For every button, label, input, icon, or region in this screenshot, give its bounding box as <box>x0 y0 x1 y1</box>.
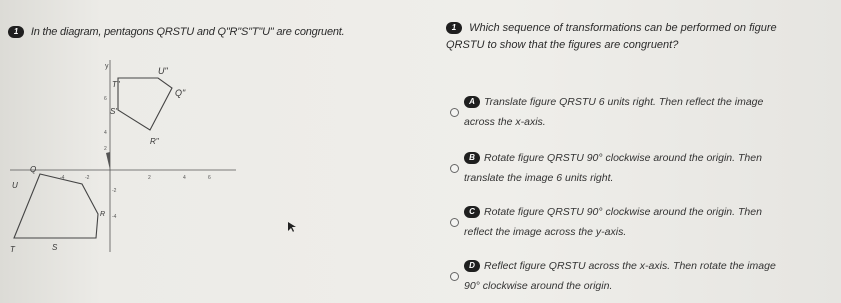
answer-option-b-line2: translate the image 6 units right. <box>464 172 614 184</box>
question-stem-left <box>8 26 418 38</box>
tick-y-neg2: -2 <box>112 188 117 194</box>
answer-option-d-line2: 90° clockwise around the origin. <box>464 280 613 292</box>
radio-button-a[interactable] <box>450 108 459 117</box>
label-R2: R" <box>150 137 159 146</box>
label-R: R <box>100 211 106 218</box>
question-stem-text: In the diagram, pentagons QRSTU and Q"R"S"T"U" are congruent. <box>30 26 345 38</box>
label-U: U <box>12 181 18 190</box>
tick-y-neg4: -4 <box>112 214 117 220</box>
question-badge: 1 <box>446 22 462 34</box>
answer-option-a[interactable] <box>452 92 832 132</box>
coordinate-graph <box>0 52 300 257</box>
pentagon-original <box>14 174 98 238</box>
label-T: T <box>10 245 15 254</box>
answer-badge-c: C <box>464 206 480 218</box>
y-axis-label: y <box>105 63 109 70</box>
label-Q2: Q" <box>175 88 186 98</box>
tick-y-top: 6 <box>104 96 107 102</box>
answer-badge-b: B <box>464 152 480 164</box>
question-stem-line2: QRSTU to show that the figures are congruent? <box>446 39 679 51</box>
label-U2: U" <box>158 66 168 76</box>
tick-x-2: 2 <box>148 175 151 181</box>
tick-y-mid: 4 <box>104 130 107 136</box>
tick-x-4: 4 <box>183 175 186 181</box>
radio-button-c[interactable] <box>450 218 459 227</box>
question-stem-line1: 1 Which sequence of transformations can be performed on figure <box>446 20 826 37</box>
answer-option-a-line1: A Translate figure QRSTU 6 units right. Then reflect the image <box>464 92 841 112</box>
mouse-cursor-icon <box>288 222 296 232</box>
label-S2: S" <box>110 107 119 116</box>
label-S: S <box>52 243 58 252</box>
answer-badge-a: A <box>464 96 480 108</box>
label-T2: T" <box>112 80 120 89</box>
answer-option-b-line1: B Rotate figure QRSTU 90° clockwise around the origin. Then <box>464 148 841 168</box>
pentagon-double-prime <box>118 78 172 130</box>
answer-option-c-line2: reflect the image across the y-axis. <box>464 226 627 238</box>
tick-y-low: 2 <box>104 146 107 152</box>
answer-option-c[interactable] <box>452 202 832 242</box>
question-stem-right <box>446 20 826 54</box>
answer-option-b[interactable] <box>452 148 832 188</box>
answer-option-a-line2: across the x-axis. <box>464 116 546 128</box>
answer-option-d-line1: D Reflect figure QRSTU across the x-axis. Then rotate the image <box>464 256 841 276</box>
tick-x-6: 6 <box>208 175 211 181</box>
tick-x-neg4: -4 <box>60 175 65 181</box>
tick-x-neg2: -2 <box>85 175 90 181</box>
answer-badge-d: D <box>464 260 480 272</box>
question-badge: 1 <box>8 26 24 38</box>
answer-option-c-line1: C Rotate figure QRSTU 90° clockwise around the origin. Then <box>464 202 841 222</box>
radio-button-d[interactable] <box>450 272 459 281</box>
answer-option-d[interactable] <box>452 256 832 296</box>
radio-button-b[interactable] <box>450 164 459 173</box>
label-Q: Q <box>30 165 37 174</box>
